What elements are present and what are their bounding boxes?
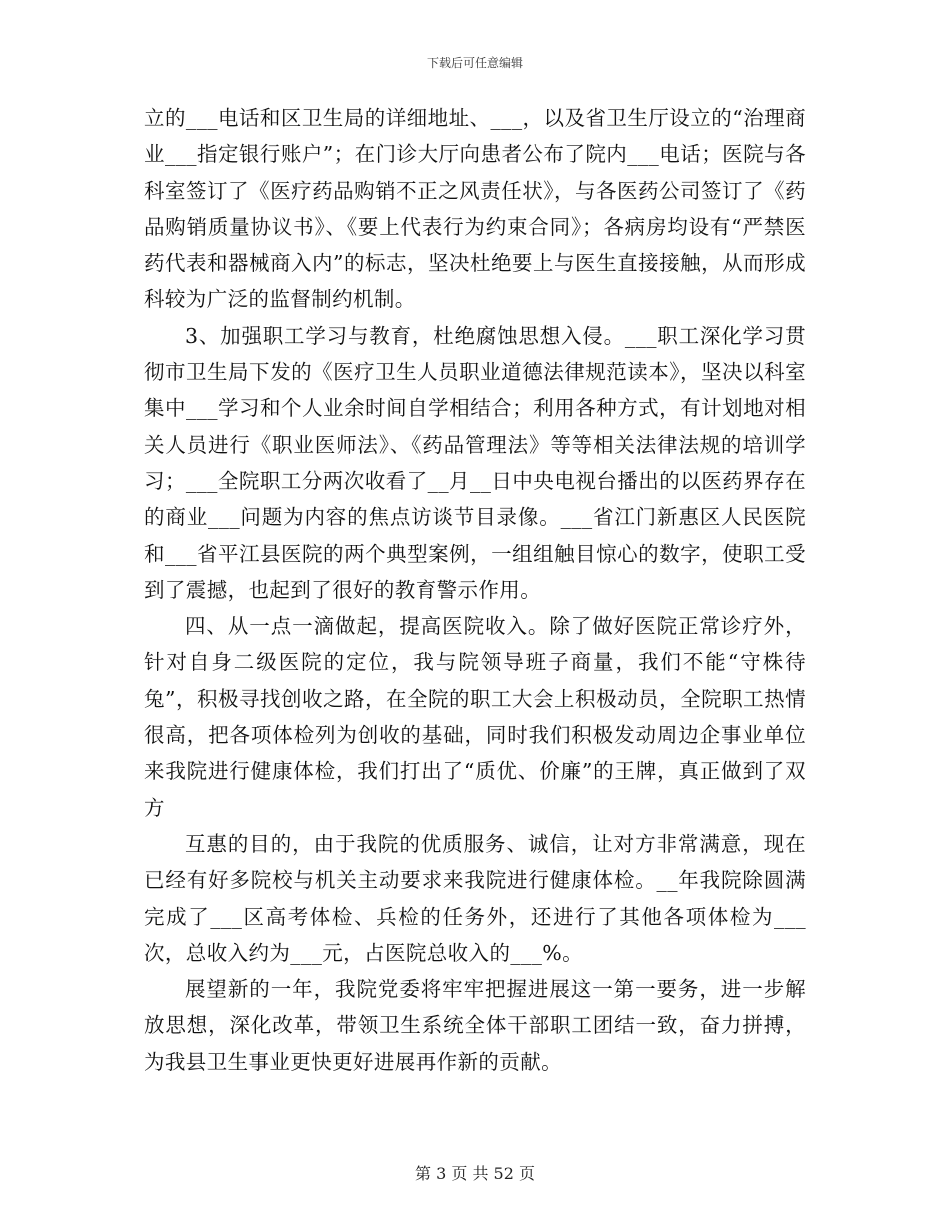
paragraph-continued: 立的___电话和区卫生局的详细地址、___，以及省卫生厅设立的“治理商业___指定银行账户”；在门诊大厅向患者公布了院内___电话；医院与各科室签订了《医疗药品购销不正之风责任状》，与各医药公司签订了《药品购销质量协议书》、《要上代表行为约束合同》；各病房均设有“严禁医药代表和器械商入内”的标志，坚决杜绝要上与医生直接接触，从而形成科较为广泛的监督制约机制。 bbox=[144, 106, 806, 312]
page-header-note: 下载后可任意编辑 bbox=[426, 56, 523, 70]
paragraph-staff-education: 3、加强职工学习与教育，杜绝腐蚀思想入侵。___职工深化学习贯彻市卫生局下发的《医疗卫生人员职业道德法律规范读本》，坚决以科室集中___学习和个人业余时间自学相结合；利用各种方式，有计划地对相关人员进行《职业医师法》、《药品管理法》等等相关法律法规的培训学习；___全院职工分两次收看了__月__日中央电视台播出的以医药界存在的商业___问题为内容的焦点访谈节目录像。___省江门新惠区人民医院和___省平江县医院的两个典型案例，一组组触目惊心的数字，使职工受到了震撼，也起到了很好的教育警示作用。 bbox=[144, 323, 806, 602]
paragraph-outlook: 展望新的一年，我院党委将牢牢把握进展这一第一要务，进一步解放思想，深化改革，带领卫生系统全体干部职工团结一致，奋力拼搏，为我县卫生事业更快更好进展再作新的贡献。 bbox=[144, 977, 806, 1074]
paragraph-mutual-benefit: 互惠的目的，由于我院的优质服务、诚信，让对方非常满意，现在已经有好多院校与机关主动要求来我院进行健康体检。__年我院除圆满完成了___区高考体检、兵检的任务外，还进行了其他各项体检为___次，总收入约为___元，占医院总收入的___%。 bbox=[144, 831, 806, 965]
paragraph-increase-income: 四、从一点一滴做起，提高医院收入。除了做好医院正常诊疗外，针对自身二级医院的定位，我与院领导班子商量，我们不能“守株待兔”，积极寻找创收之路，在全院的职工大会上积极动员，全院职工热情很高，把各项体检列为创收的基础，同时我们积极发动周边企事业单位来我院进行健康体检，我们打出了“质优、价廉”的王牌，真正做到了双方 bbox=[144, 614, 806, 820]
page-number-footer: 第 3 页 共 52 页 bbox=[415, 1164, 535, 1183]
document-body bbox=[144, 100, 806, 1080]
